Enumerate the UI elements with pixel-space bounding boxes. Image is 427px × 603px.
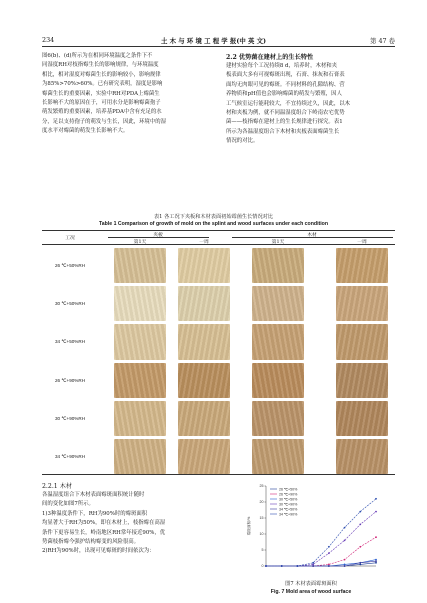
legend-entry: 34 ℃+90%	[279, 512, 298, 517]
subsection-text	[42, 491, 212, 557]
data-point	[344, 559, 346, 561]
specimen-photo	[114, 286, 166, 321]
y-axis-label: 霉斑面积/%	[247, 516, 251, 536]
specimen-photo	[252, 439, 304, 474]
series-line	[266, 537, 376, 566]
page-number: 234	[42, 36, 55, 44]
specimen-photo	[114, 439, 166, 474]
specimen-photo	[252, 286, 304, 321]
data-point	[312, 565, 314, 567]
specimen-photo	[178, 439, 230, 474]
row-label: 34 ℃+50%RH	[54, 339, 86, 345]
left-column-line: 为85%>70%>60%。已有研究表明，湿度是影响	[42, 81, 163, 88]
data-point	[375, 559, 377, 561]
left-column-line: 相比，相对湿度对霉菌生长的影响较小，影响规律	[42, 71, 161, 78]
figure-7-chart	[244, 480, 384, 578]
specimen-photo	[252, 401, 304, 436]
data-point	[344, 540, 346, 542]
specimen-photo	[114, 248, 166, 283]
right-column-line: 所示为各温湿度组合下木材和夹板表面霉菌生长	[226, 128, 340, 135]
data-point	[328, 546, 330, 548]
row-label: 26 ℃+90%RH	[54, 377, 86, 383]
specimen-photo	[114, 363, 166, 398]
specimen-photo	[252, 248, 304, 283]
data-point	[312, 562, 314, 564]
data-point	[359, 564, 361, 566]
data-point	[344, 527, 346, 529]
left-column-line: 图6(b)、(d)所示为在相同环境温度之条件下不	[42, 53, 153, 59]
left-column-line: 霉菌生长的重要因素，实验中RH对PDA上霉菌生	[42, 90, 160, 97]
data-point	[344, 564, 346, 566]
data-point	[359, 546, 361, 548]
left-column-line: 长影响不大的原因在于，可用水分是影响霉菌孢子	[42, 100, 161, 107]
specimen-photo	[336, 248, 388, 283]
table-bottom-rule	[42, 474, 395, 475]
y-tick-label: 0	[261, 564, 264, 569]
left-column-text	[42, 52, 212, 137]
data-point	[359, 524, 361, 526]
subsection-line: 各温湿度组合下木材表面霉斑面积统计随时	[42, 492, 145, 498]
group-header-splint: 夹板	[153, 233, 163, 238]
right-column-line: 情况的对比。	[226, 138, 259, 145]
y-tick-label: 15	[259, 516, 264, 521]
right-column-line: 面均无肉眼可见的霉斑。不同材料的孔隙结构、营	[226, 81, 345, 88]
specimen-photo	[114, 401, 166, 436]
y-tick-label: 5	[261, 548, 264, 553]
left-column-line: 同湿度RH对枝指霉生长的影响规律，与环境温度	[42, 62, 159, 69]
specimen-photo	[178, 401, 230, 436]
data-point	[375, 560, 377, 562]
specimen-photo	[114, 324, 166, 359]
data-point	[281, 565, 283, 567]
subsection-line: 1)3种温度条件下，RH为90%时的霉斑面积	[42, 510, 148, 517]
row-label: 34 ℃+90%RH	[54, 454, 86, 459]
legend-entry: 34 ℃+50%	[279, 507, 298, 512]
specimen-photo	[252, 363, 304, 398]
specimen-photo	[336, 401, 388, 436]
table-caption-cn: 表1 各工况下夹板和木材表面初始霉菌生长情况对比	[153, 214, 274, 220]
row-label: 26 ℃+50%RH	[54, 263, 86, 268]
row-label: 30 ℃+50%RH	[54, 301, 86, 307]
table-caption-en: Table 1 Comparison of growth of mold on the splint and wood surfaces under each condition	[98, 221, 329, 227]
subheader-wood-day1: 第1天	[271, 240, 285, 245]
specimen-photo	[178, 286, 230, 321]
specimen-photo	[336, 439, 388, 474]
subsection-line: 势菌枝指霉今强护结构霉变的风险很高。	[42, 539, 140, 546]
data-point	[359, 562, 361, 564]
right-column-line: 建材实验每个工况持续8 d，培养时，木材和夹	[226, 63, 338, 69]
right-column-line: 养物质和pH值也会影响霉菌的萌发与繁殖，因人	[226, 91, 342, 98]
right-column-text	[226, 62, 396, 147]
right-column-line: 板表面大多有可视霉斑出现，石膏、抹灰和石膏表	[226, 72, 345, 79]
specimen-photo	[252, 324, 304, 359]
section-heading-2-2: 2.2 优势菌在建材上的生长特性	[226, 54, 314, 61]
legend-entry: 30 ℃+90%	[279, 502, 298, 507]
data-point	[375, 562, 377, 564]
data-point	[375, 511, 377, 513]
data-point	[328, 552, 330, 554]
data-point	[297, 565, 299, 567]
journal-title: 土 木 与 环 境 工 程 学 报(中 英 文)	[161, 37, 266, 45]
right-column-line: 菌——枝指霉在建材上的生长规律进行探究。表1	[226, 119, 343, 126]
data-point	[328, 565, 330, 567]
subsection-heading-2-2-1: 2.2.1 木材	[42, 483, 73, 490]
specimen-photo	[178, 324, 230, 359]
series-line	[266, 512, 376, 566]
subsection-line: 间的变化如图7所示。	[42, 501, 94, 508]
y-tick-label: 20	[259, 500, 264, 505]
figure-caption-en: Fig. 7 Mold area of wood surface	[270, 589, 352, 595]
specimen-photo	[336, 286, 388, 321]
data-point	[359, 511, 361, 513]
comparison-table	[42, 230, 395, 475]
subheader-splint-day1: 第1天	[133, 240, 147, 245]
subheader-splint-week: 一周	[199, 240, 209, 245]
column-header-condition: 工况	[65, 236, 75, 241]
data-point	[344, 565, 346, 567]
subheader-wood-week: 一周	[357, 240, 367, 245]
legend-entry: 30 ℃+50%	[279, 497, 298, 502]
header-rule	[42, 46, 395, 47]
figure-caption-cn: 图7 木材表面霉斑面积	[285, 581, 337, 587]
subsection-line: 条件下更容易生长，岭南地区RH常年接近90%，优	[42, 529, 166, 536]
volume-label: 第 47 卷	[370, 37, 395, 45]
specimen-photo	[336, 324, 388, 359]
specimen-photo	[336, 363, 388, 398]
legend-entry: 26 ℃+50%	[279, 487, 298, 492]
row-label: 30 ℃+90%RH	[54, 415, 86, 421]
data-point	[375, 536, 377, 538]
specimen-photo	[178, 248, 230, 283]
left-column-line: 度水平对霉菌的萌发生长影响不大。	[42, 128, 129, 135]
group-header-wood: 木材	[307, 233, 317, 238]
left-column-line: 萌发繁殖的重要因素，培养基PDA中含有充足的水	[42, 109, 162, 116]
chart-svg	[244, 480, 384, 578]
data-point	[312, 564, 314, 566]
data-point	[265, 565, 267, 567]
right-column-line: 工气候室运行能耗较大，不宜持续过久，因此，以木	[226, 100, 350, 107]
data-point	[375, 498, 377, 500]
data-point	[328, 564, 330, 566]
specimen-photo	[178, 363, 230, 398]
left-column-line: 分，足以支持孢子的萌发与生长，因此，环境中的湿	[42, 118, 166, 125]
legend-entry: 26 ℃+90%	[279, 492, 298, 497]
y-tick-label: 10	[259, 532, 264, 537]
y-tick-label: 25	[259, 484, 264, 489]
right-column-line: 材和夹板为例，就不同温湿度组合下岭南农宅优势	[226, 110, 345, 117]
subsection-line: 均显著大于RH为50%，即在木材上，枝指霉在高湿	[42, 520, 166, 527]
subsection-line: 2)RH为90%时，出现可见霉斑的时间依次为：	[42, 548, 155, 555]
